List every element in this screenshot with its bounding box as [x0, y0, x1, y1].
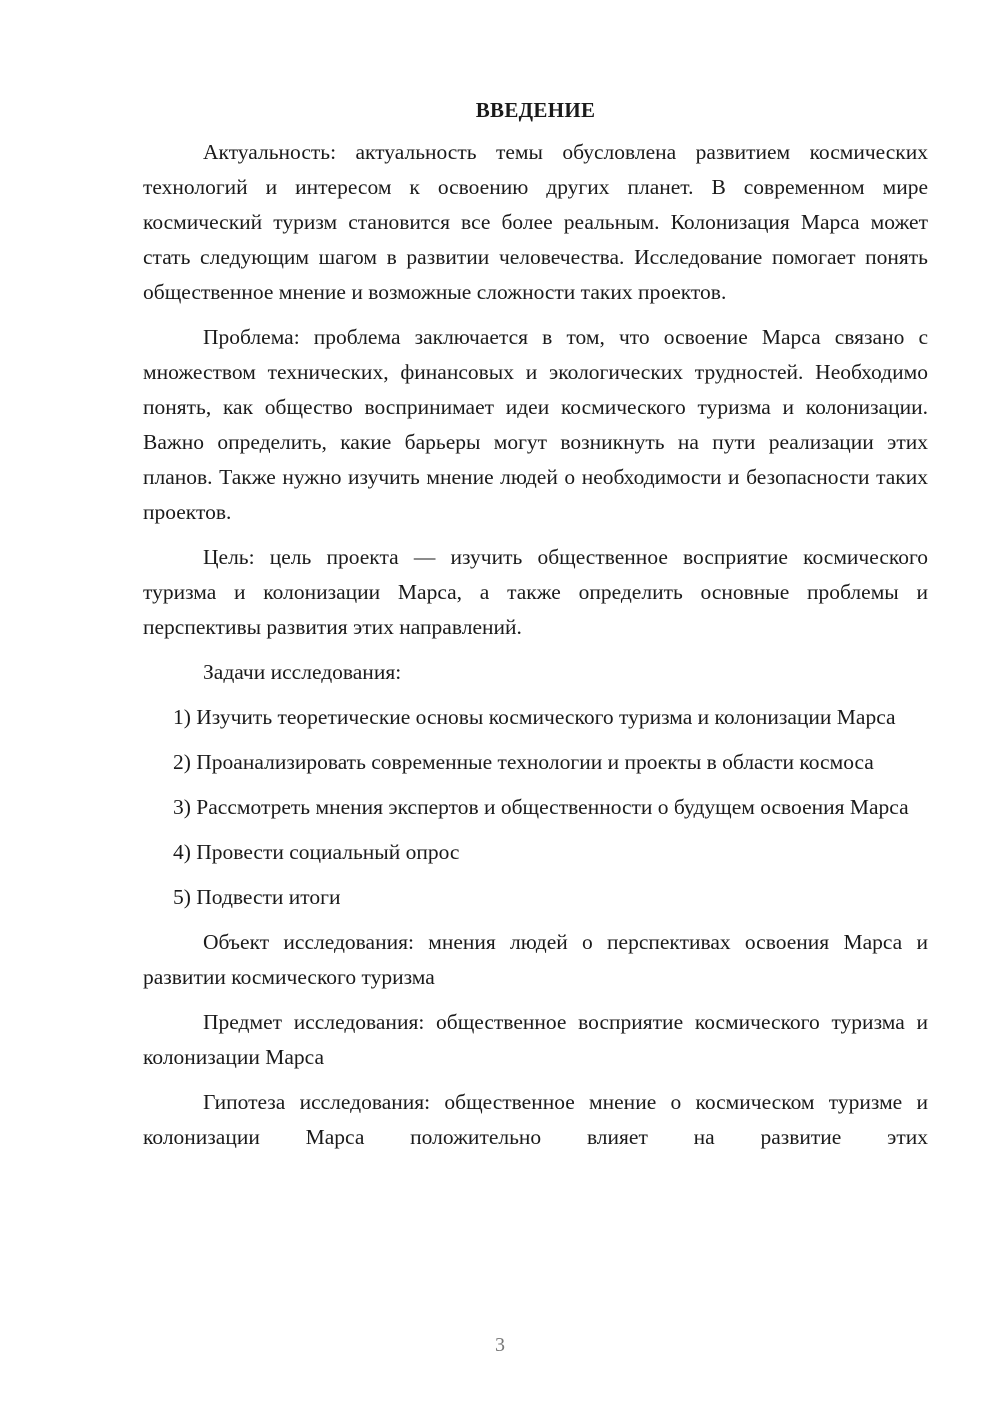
paragraph-goal: Цель: цель проекта — изучить общественное восприятие космического туризма и колонизации Марса, а также определить основные проблемы и перспективы развития этих направлений. — [143, 545, 928, 639]
paragraph-object: Объект исследования: мнения людей о перспективах освоения Марса и развитии космического туризма — [143, 930, 928, 989]
paragraph-relevance: Актуальность: актуальность темы обусловлена развитием космических технологий и интересом к освоению других планет. В современном мире космический туризм становится все более реальным. Колонизация Марса может стать следующим шагом в развитии человечества. Исследование помогает понять общественное мнение и возможные сложности таких проектов. — [143, 140, 928, 304]
task-list-item: 4) Провести социальный опрос — [173, 840, 460, 864]
paragraph-tasks-heading: Задачи исследования: — [203, 660, 402, 684]
paragraph-hypothesis: Гипотеза исследования: общественное мнение о космическом туризме и колонизации Марса положительно влияет на развитие этих — [143, 1090, 928, 1149]
task-list-item: 2) Проанализировать современные технологии и проекты в области космоса — [173, 750, 874, 774]
task-list-item: 3) Рассмотреть мнения экспертов и общественности о будущем освоения Марса — [173, 795, 909, 819]
section-title: ВВЕДЕНИЕ — [475, 98, 596, 122]
paragraph-problem: Проблема: проблема заключается в том, что освоение Марса связано с множеством технических, финансовых и экологических трудностей. Необходимо понять, как общество воспринимает идеи космического туризма и колонизации. Важно определить, какие барьеры могут возникнуть на пути реализации этих планов. Также нужно изучить мнение людей о необходимости и безопасности таких проектов. — [143, 325, 928, 524]
task-list-item: 5) Подвести итоги — [173, 885, 341, 909]
task-list-item: 1) Изучить теоретические основы космического туризма и колонизации Марса — [173, 705, 896, 729]
page-content — [143, 96, 928, 1165]
page-number: 3 — [495, 1334, 505, 1356]
paragraph-subject: Предмет исследования: общественное восприятие космического туризма и колонизации Марса — [143, 1010, 928, 1069]
